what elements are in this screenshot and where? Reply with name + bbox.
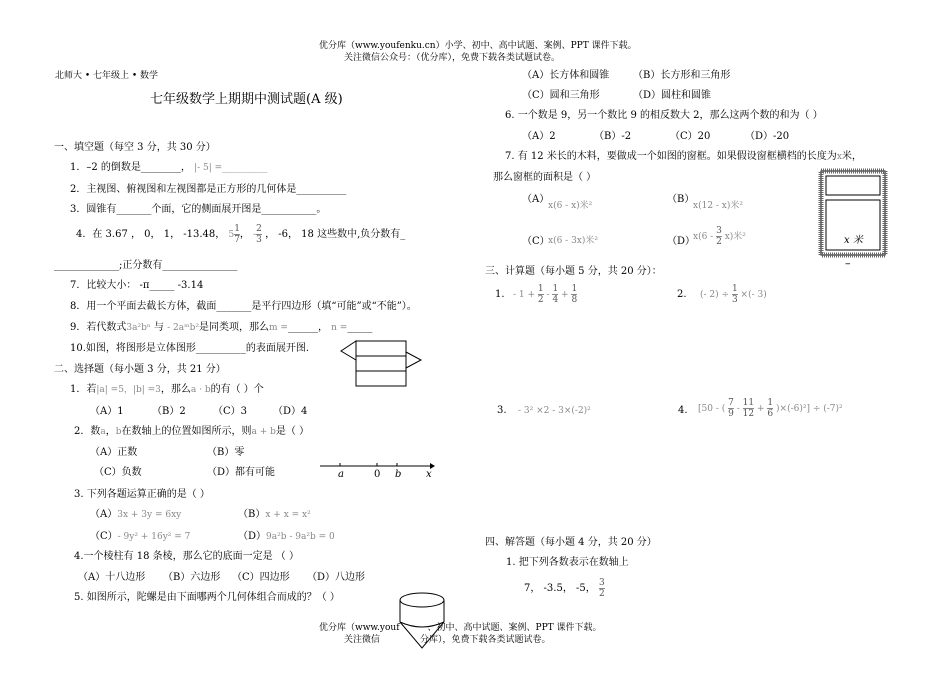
question-4-text-a: 4．在 3.67 ， 0， 1， -13.48， <box>76 229 226 240</box>
c3-d-label: （D） <box>238 531 267 542</box>
q9-blank-1: ______ <box>287 322 318 333</box>
choice-4: 4.一个棱柱有 18 条棱，那么它的底面一定是 （ ） <box>74 551 299 562</box>
p4-pre: [50 - ( <box>698 404 726 414</box>
c2-text-a: 2．数 <box>74 426 101 437</box>
choice-2 <box>74 422 309 437</box>
choice-3-option-c[interactable] <box>90 527 190 542</box>
choice-7-option-c-expr: x(6 - 3x)米² <box>548 236 598 246</box>
choice-6-option-d[interactable]: （D）-20 <box>745 131 790 142</box>
number-line-figure <box>320 462 435 482</box>
answer-1-numbers <box>524 578 605 599</box>
q9-n: n = <box>331 323 348 333</box>
c7-x: x <box>836 152 842 162</box>
question-2: 2．主视图、俯视图和左视图都是正方形的几何体是__________ <box>70 184 347 195</box>
q9-expr-1: 3a²bⁿ <box>126 323 151 333</box>
calc-1-expr <box>513 284 577 305</box>
section-fill-blank: 一、填空题（每空 3 分，共 30 分） <box>54 142 216 153</box>
frac-den: 3 <box>731 295 738 305</box>
choice-3: 3. 下列各题运算正确的是（ ） <box>74 489 210 500</box>
choice-5-option-a[interactable]: （A）长方体和圆锥 <box>522 70 610 81</box>
calc-4-label: 4. <box>678 405 688 416</box>
frac-den: 12 <box>742 409 755 419</box>
choice-2-option-c[interactable]: （C）负数 <box>94 467 142 478</box>
c1-text-c: 的有（ ）个 <box>210 384 264 395</box>
frac-num: 3 <box>598 578 605 588</box>
frac-num: 1 <box>552 284 559 294</box>
c3-a-expr: 3x + 3y = 6xy <box>117 510 182 520</box>
choice-7-option-a-expr: x(6 - x)米² <box>548 201 593 211</box>
question-4-text-b: ， -6， 18 这些数中,负分数有_ <box>265 229 406 240</box>
frac-num: 1 <box>731 284 738 294</box>
calc-2-label: 2. <box>677 289 687 300</box>
dash-mark: – <box>845 257 851 270</box>
p4-frac-3 <box>767 398 773 419</box>
fraction-3-2 <box>599 578 605 599</box>
choice-7-option-b-expr: x(12 - x)米² <box>693 201 743 211</box>
frac-num: 1 <box>537 284 544 294</box>
fraction-2-3 <box>256 224 262 245</box>
choice-6: 6. 一个数是 9，另一个数比 9 的相反数大 2，那么这两个数的和为（ ） <box>505 110 823 121</box>
p4-frac-2 <box>743 398 754 419</box>
choice-6-option-c[interactable]: （C）20 <box>670 131 711 142</box>
choice-7-option-c[interactable]: （C） <box>522 236 550 247</box>
c3-c-expr: - 9y² + 16y² = 7 <box>117 532 191 542</box>
frac-num: 3 <box>716 226 722 236</box>
footer-line-2 <box>344 632 551 645</box>
choice-7-option-a[interactable]: （A） <box>522 194 550 205</box>
calc-2-expr <box>700 284 767 305</box>
choice-3-option-b[interactable] <box>238 505 311 520</box>
c2-text-c: 在数轴上的位置如图所示，则 <box>121 426 252 437</box>
top-cylinder-top-ellipse <box>400 593 444 607</box>
frac-num: 1 <box>767 398 774 408</box>
question-8: 8．用一个平面去截长方体，截面_______是平行四边形（填“可能”或“不能”）。 <box>70 301 417 312</box>
choice-7-option-b[interactable]: （B） <box>667 194 695 205</box>
window-top-pane <box>826 176 880 195</box>
question-1-text: 1．–2 的倒数是________， <box>70 162 191 173</box>
net-face-bottom <box>356 371 406 386</box>
answer-1: 1. 把下列各数表示在数轴上 <box>506 557 629 568</box>
question-10: 10.如图，将图形是立体图形__________的表面展开图. <box>70 343 310 354</box>
frac-sign: - <box>253 230 257 240</box>
window-label: x 米 <box>844 235 863 246</box>
c2-text-d: 是（ ） <box>275 426 310 437</box>
c1-expr: |a| =5，|b| =3 <box>96 385 161 395</box>
calc-1-label: 1. <box>495 289 505 300</box>
choice-7-option-d-expr <box>693 226 746 247</box>
choice-3-option-a[interactable] <box>90 505 181 520</box>
abs-expr: |- 5| = <box>194 163 223 173</box>
frac-den: 7 <box>234 235 240 245</box>
p2-frac <box>732 284 738 305</box>
frac-num: 7 <box>728 398 734 408</box>
c3-a-label: （A） <box>90 509 118 520</box>
section-choice: 二、选择题（每小题 3 分，共 21 分） <box>54 364 226 375</box>
footer-line-2-a: 关注微信 <box>344 635 381 645</box>
frac-num: 11 <box>742 398 755 408</box>
choice-3-option-d[interactable] <box>238 527 335 542</box>
net-face-middle <box>356 356 406 371</box>
frac-num: 2 <box>256 224 262 234</box>
calc-3-label: 3. <box>497 405 507 416</box>
p4-frac-1 <box>728 398 734 419</box>
axis-label-b: b <box>395 469 402 480</box>
p2-post: ×(- 3) <box>740 290 767 300</box>
choice-2-option-a[interactable]: （A）正数 <box>90 447 138 458</box>
axis-label-a: a <box>338 469 344 480</box>
question-1: 1．–2 的倒数是________， |- 5| =_________ <box>70 162 268 173</box>
p1-frac-1 <box>538 284 544 305</box>
c7-text-a: 7. 有 12 米长的木料，要做成一个如图的窗框。如果假设窗框横档的长度为 <box>505 151 837 162</box>
section-calculation: 三、计算题（每小题 5 分，共 20 分）： <box>485 266 662 277</box>
net-triangle-right <box>406 352 421 368</box>
footer-line-2-b: 分库），免费下载各类试题试卷。 <box>420 635 551 645</box>
choice-2-option-d[interactable]: （D）都有可能 <box>207 467 276 478</box>
question-7: 7．比较大小： -π_____ -3.14 <box>70 280 204 291</box>
c2-text-b: ， <box>105 426 116 437</box>
choice-4-option-c[interactable]: （C）四边形 <box>232 572 290 583</box>
p4-minus: - <box>736 404 740 414</box>
numbers-list: 7， -3.5， -5， <box>524 583 596 594</box>
p4-post: )×(-6)²] ÷ (-7)² <box>776 404 843 414</box>
c7-text-b: 米， <box>841 151 862 162</box>
section-answer: 四、解答题（每小题 4 分，共 20 分） <box>485 537 657 548</box>
axis-label-0: 0 <box>374 469 381 480</box>
choice-1-option-d[interactable]: （D）4 <box>273 406 308 417</box>
c2-expr: a + b <box>251 427 276 437</box>
frac-den: 8 <box>571 295 578 305</box>
calc-4-expr <box>698 398 843 419</box>
choice-4-option-b[interactable]: （B）六边形 <box>163 572 221 583</box>
axis-label-x: x <box>426 469 432 480</box>
frac-den: 4 <box>552 295 559 305</box>
choice-1-option-b[interactable]: （B）2 <box>152 406 186 417</box>
c1-text-a: 1．若 <box>70 384 97 395</box>
q9-text-a: 9．若代数式 <box>70 322 127 333</box>
c1-text-b: ，那么 <box>160 384 191 395</box>
question-4-line2: _____________;正分数有_______________ <box>54 260 238 271</box>
choice-7 <box>505 147 862 162</box>
choice-4-option-d[interactable]: （D）八边形 <box>307 572 366 583</box>
window-frame-figure <box>820 170 890 258</box>
header-line-2: 关注微信公众号：（优分库），免费下载各类试题试卷。 <box>344 53 561 63</box>
choice-1 <box>70 380 264 395</box>
choice-5: 5. 如图所示，陀螺是由下面哪两个几何体组合而成的？（ ） <box>74 592 340 603</box>
c3-d-expr: 9a²b - 9a²b = 0 <box>266 532 335 542</box>
p1-frac-3 <box>571 284 577 305</box>
net-triangle-left <box>341 341 356 360</box>
choice-7-line2: 那么窗框的面积是（ ） <box>493 172 597 183</box>
frac-den: 2 <box>598 589 605 599</box>
c3-b-expr: x + x = x² <box>265 510 311 520</box>
frac-num: 1 <box>571 284 578 294</box>
c1-ab: a · b <box>190 385 211 395</box>
choice-5-option-d[interactable]: （D）圆柱和圆锥 <box>633 90 712 101</box>
question-4: 4．在 3.67 ， 0， 1， -13.48， 5 $\frac{1}{7}$ ， - $\frac{2}{3}$ ， -6， 18 这些数中,负分数有_ <box>76 224 406 245</box>
mixed-number-whole: 5 <box>228 230 235 240</box>
q9-text-b: 与 <box>153 322 164 333</box>
footer-line-1-a: 优分库（www.youf <box>319 623 400 633</box>
frac-den: 2 <box>537 295 544 305</box>
q9-blank-2: _____ <box>347 322 373 333</box>
p1-frac-2 <box>552 284 558 305</box>
c2-a: a <box>100 427 106 437</box>
page-title: 七年级数学上期期中测试题(A 级) <box>150 92 343 107</box>
prism-net-figure <box>340 340 420 400</box>
frac-num: 1 <box>234 224 240 234</box>
header-line-1: 优分库（www.youfenku.cn）小学、初中、高中试题、案例、PPT 课件下载。 <box>319 41 637 51</box>
choice-5-option-b[interactable]: （B）长方形和三角形 <box>633 70 731 81</box>
c3-c-label: （C） <box>90 531 118 542</box>
p2-pre: (- 2) ÷ <box>700 290 730 300</box>
course-label: 北师大 • 七年级上 • 数学 <box>55 71 159 81</box>
calc-3-expr: - 3² ×2 - 3×(-2)² <box>518 406 591 416</box>
choice-4-option-a[interactable]: （A）十八边形 <box>78 572 146 583</box>
choice-6-option-b[interactable]: （B）-2 <box>594 131 632 142</box>
net-face-top <box>356 341 406 356</box>
choice-5-option-c[interactable]: （C）圆和三角形 <box>522 90 600 101</box>
c3-b-label: （B） <box>238 509 266 520</box>
choice-1-option-c[interactable]: （C）3 <box>213 406 248 417</box>
q9-text-c: 是同类项，那么 <box>199 322 269 333</box>
c7d-pre: x(6 - <box>693 232 714 242</box>
frac-den: 2 <box>716 237 722 247</box>
c7d-post: x)米² <box>724 232 746 242</box>
q9-m: m = <box>269 323 288 333</box>
frac-den: 3 <box>256 235 262 245</box>
p4-plus: + <box>756 404 765 414</box>
frac-den: 9 <box>728 409 734 419</box>
p1-minus: - <box>546 290 550 300</box>
question-9: 9．若代数式3a²bⁿ 与 - 2aᵐb²是同类项，那么m =______， n =_____ <box>70 322 373 333</box>
c2-b: b <box>115 427 122 437</box>
p1-plus: + <box>561 290 569 300</box>
choice-7-option-d[interactable]: （D） <box>667 236 696 247</box>
choice-1-option-a[interactable]: （A）1 <box>90 406 124 417</box>
c7d-fraction <box>716 226 722 247</box>
choice-2-option-b[interactable]: （B）零 <box>207 447 245 458</box>
choice-6-option-a[interactable]: （A）2 <box>522 131 556 142</box>
p1-pre: - 1 + <box>513 290 536 300</box>
footer-line-1-b: 、初中、高中试题、案例、PPT 课件下载。 <box>427 623 602 633</box>
question-3: 3．圆锥有_______个面，它的侧面展开图是___________。 <box>70 204 327 215</box>
fraction-1-7 <box>234 224 240 245</box>
frac-den: 6 <box>767 409 774 419</box>
q9-expr-2: - 2aᵐb² <box>167 323 199 333</box>
